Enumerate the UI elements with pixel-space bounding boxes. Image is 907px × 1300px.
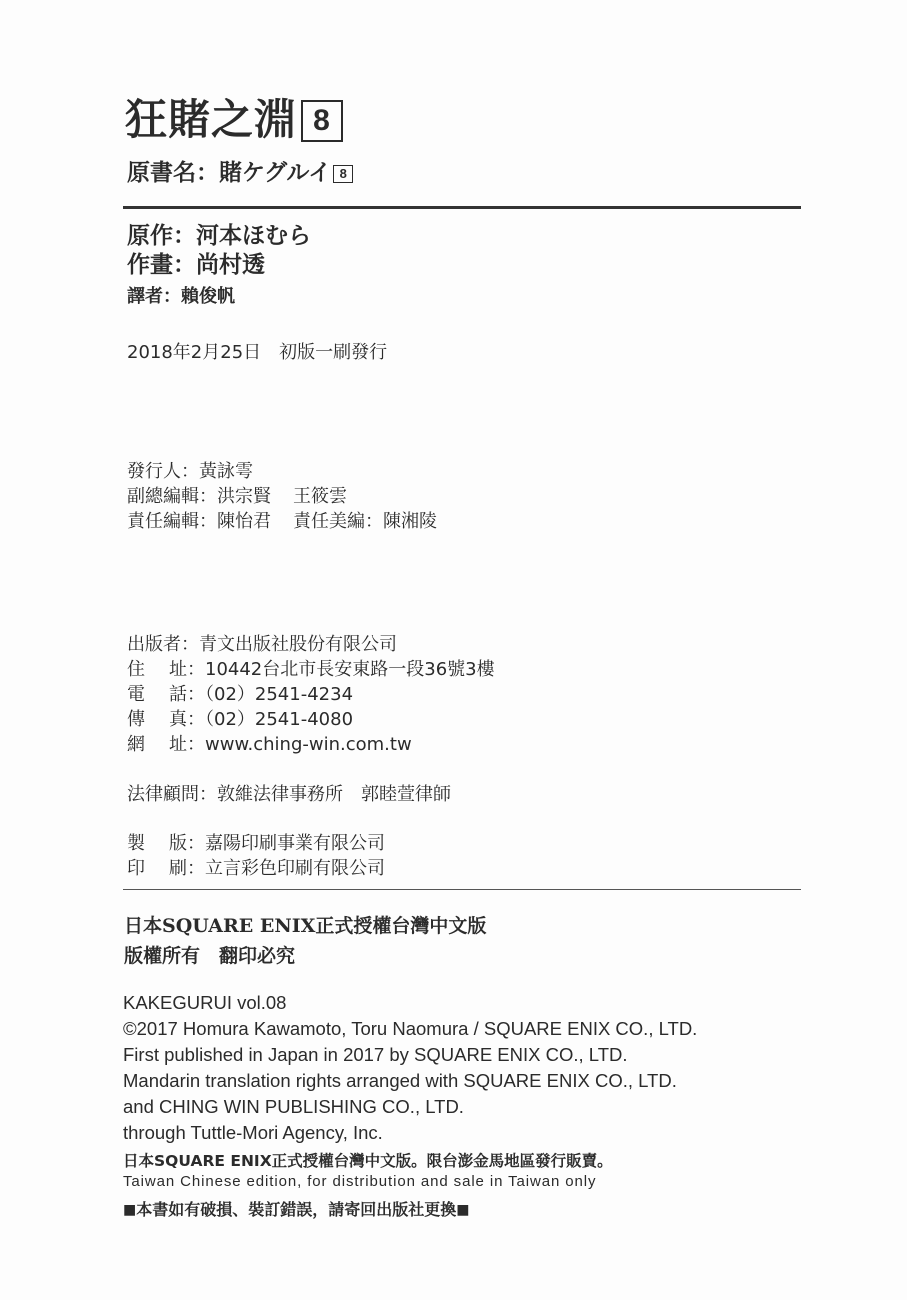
responsible-editor: 責任編輯：陳怡君	[127, 511, 271, 532]
plate-maker: 嘉陽印刷事業有限公司	[205, 833, 385, 854]
fax: （02）2541-4080	[205, 709, 354, 730]
original-author: 原作：河本ほむら	[127, 223, 311, 249]
print-line: 印 刷：立言彩色印刷有限公司	[127, 858, 385, 879]
plate-line: 製 版：嘉陽印刷事業有限公司	[127, 833, 385, 854]
address-line: 住 址：10442台北市長安東路一段36號3樓	[127, 659, 495, 680]
company-name: 青文出版社股份有限公司	[199, 634, 397, 655]
translator: 譯者：賴俊帆	[127, 286, 235, 307]
label-phone-2: 話	[169, 684, 187, 705]
deputy-editor-2: 王筱雲	[293, 486, 347, 507]
distribution-en: Taiwan Chinese edition, for distribution and sale in Taiwan only	[123, 1173, 597, 1190]
square-bullet-icon: ■	[123, 1202, 137, 1218]
deputy-editor-1: 副總編輯：洪宗賢	[127, 486, 271, 507]
counsel: 敦維法律事務所 郭睦萱律師	[217, 784, 451, 805]
damage-notice	[123, 1199, 469, 1221]
label-plate-2: 版	[169, 833, 187, 854]
art-editor: 責任美編：陳湘陵	[293, 511, 437, 532]
label-fax-2: 真	[169, 709, 187, 730]
label-print-2: 刷	[169, 858, 187, 879]
original-title-text: 原書名：賭ケグルイ	[127, 160, 332, 186]
title-text: 狂賭之淵	[125, 95, 298, 144]
publisher-company: 出版者：青文出版社股份有限公司	[127, 634, 397, 655]
editors	[127, 510, 437, 535]
copyright-line: and CHING WIN PUBLISHING CO., LTD.	[123, 1096, 464, 1117]
publication-date: 2018年2月25日 初版一刷發行	[127, 342, 388, 363]
website-link[interactable]: www.ching-win.com.tw	[205, 734, 412, 755]
label-publisher: 出版者	[127, 634, 181, 655]
divider-bottom	[123, 889, 801, 890]
label-web-2: 址	[169, 734, 187, 755]
original-volume-box: 8	[333, 165, 353, 183]
distribution-zh: 日本SQUARE ENIX正式授權台灣中文版。限台澎金馬地區發行販賣。	[123, 1152, 613, 1170]
fax-line: 傳 真：（02）2541-4080	[127, 709, 354, 730]
label-web-1: 網	[127, 734, 145, 755]
license-line: 日本SQUARE ENIX正式授權台灣中文版	[124, 915, 487, 937]
publisher-person: 發行人：黃詠雩	[127, 461, 253, 482]
square-bullet-icon: ■	[456, 1202, 470, 1218]
phone: （02）2541-4234	[205, 684, 354, 705]
label-address-2: 址	[169, 659, 187, 680]
copyright-line: through Tuttle-Mori Agency, Inc.	[123, 1122, 383, 1143]
label-plate-1: 製	[127, 833, 145, 854]
original-title	[127, 158, 353, 188]
deputy-editors	[127, 485, 347, 510]
address: 10442台北市長安東路一段36號3樓	[205, 659, 495, 680]
all-rights-reserved: 版權所有 翻印必究	[124, 945, 296, 967]
volume-box: 8	[301, 100, 343, 142]
label-address-1: 住	[127, 659, 145, 680]
artist: 作畫：尚村透	[127, 252, 265, 278]
copyright-line: KAKEGURUI vol.08	[123, 992, 287, 1013]
legal-counsel: 法律顧問：敦維法律事務所 郭睦萱律師	[127, 784, 451, 805]
copyright-line: Mandarin translation rights arranged with SQUARE ENIX CO., LTD.	[123, 1070, 677, 1091]
label-fax-1: 傳	[127, 709, 145, 730]
label-phone-1: 電	[127, 684, 145, 705]
website-line: 網 址：www.ching-win.com.tw	[127, 734, 412, 755]
phone-line: 電 話：（02）2541-4234	[127, 684, 354, 705]
label-counsel: 法律顧問	[127, 784, 199, 805]
copyright-line: ©2017 Homura Kawamoto, Toru Naomura / SQUARE ENIX CO., LTD.	[123, 1018, 698, 1039]
book-title	[125, 96, 343, 144]
printer: 立言彩色印刷有限公司	[205, 858, 385, 879]
label-print-1: 印	[127, 858, 145, 879]
notice-text: 本書如有破損、裝訂錯誤，請寄回出版社更換	[136, 1200, 457, 1219]
divider-top	[123, 206, 801, 209]
copyright-line: First published in Japan in 2017 by SQUARE ENIX CO., LTD.	[123, 1044, 628, 1065]
